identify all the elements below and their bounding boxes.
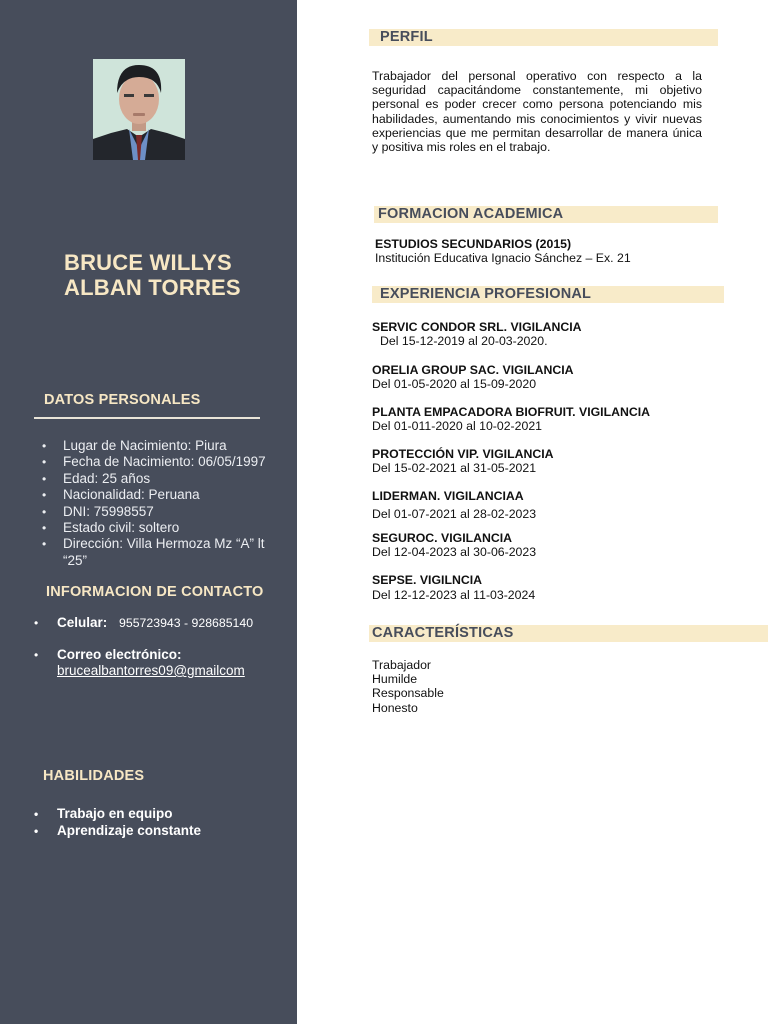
traits-list bbox=[372, 658, 444, 715]
education-title: ESTUDIOS SECUNDARIOS (2015) bbox=[375, 237, 572, 251]
trait-item: Trabajador bbox=[372, 658, 432, 672]
list-item: • Aprendizaje constante bbox=[34, 822, 202, 838]
personal-data-list bbox=[42, 438, 289, 569]
job-title: SEGUROC. VIGILANCIA bbox=[372, 531, 513, 545]
trait-item: Humilde bbox=[372, 672, 418, 687]
list-item: • Dirección: Villa Hermoza Mz “A” lt bbox=[42, 536, 265, 552]
profile-heading: PERFIL bbox=[380, 29, 433, 45]
profile-text: Trabajador del personal operativo con respecto a la seguridad capacitándome constantemente, mi objetivo personal es poder crecer como persona potenciando mis habilidades, aumentando mis conocimientos y vivir nuevas experiencias que me permitan desarrollar de manera única y positiva mis roles en el trabajo. bbox=[372, 69, 702, 155]
email-label: Correo electrónico: bbox=[57, 647, 182, 662]
trait-item: Responsable bbox=[372, 686, 444, 701]
phone-value: 955723943 - 928685140 bbox=[119, 616, 254, 630]
heading-divider bbox=[34, 417, 260, 419]
job-dates: Del 12-12-2023 al 11-03-2024 bbox=[372, 588, 536, 602]
job-title: PLANTA EMPACADORA BIOFRUIT. VIGILANCIA bbox=[372, 405, 651, 419]
education-heading-band bbox=[374, 206, 718, 223]
phone-item: • Celular: 955723943 - 928685140 bbox=[34, 615, 254, 630]
traits-heading: CARACTERÍSTICAS bbox=[372, 625, 514, 641]
job-title: SEPSE. VIGILNCIA bbox=[372, 573, 483, 587]
skills-list bbox=[34, 806, 287, 839]
education-heading: FORMACION ACADEMICA bbox=[378, 206, 564, 222]
list-item: • Edad: 25 años bbox=[42, 470, 151, 486]
list-item: • Trabajo en equipo bbox=[34, 806, 173, 821]
name-line-1: BRUCE WILLYS bbox=[64, 250, 232, 275]
email-link[interactable]: brucealbantorres09@gmailcom bbox=[57, 663, 245, 678]
trait-item: Honesto bbox=[372, 700, 418, 715]
traits-heading-band bbox=[369, 625, 768, 642]
job-title: PROTECCIÓN VIP. VIGILANCIA bbox=[372, 447, 554, 461]
list-item: • Fecha de Nacimiento: 06/05/1997 bbox=[42, 454, 266, 470]
list-item: • Estado civil: soltero bbox=[42, 520, 180, 536]
job-dates: Del 01-011-2020 al 10-02-2021 bbox=[372, 419, 543, 433]
list-item: • Nacionalidad: Peruana bbox=[42, 487, 200, 503]
phone-label: Celular: bbox=[57, 615, 108, 630]
job-dates: Del 15-02-2021 al 31-05-2021 bbox=[372, 461, 537, 475]
job-dates: Del 15-12-2019 al 20-03-2020. bbox=[380, 334, 548, 348]
education-institution: Institución Educativa Ignacio Sánchez – Ex. 21 bbox=[375, 251, 631, 265]
name-line-2: ALBAN TORRES bbox=[64, 275, 241, 300]
candidate-name bbox=[64, 250, 294, 300]
job-title: SERVIC CONDOR SRL. VIGILANCIA bbox=[372, 320, 582, 334]
contact-list bbox=[34, 615, 287, 679]
person-photo-icon bbox=[93, 59, 185, 160]
experience-heading: EXPERIENCIA PROFESIONAL bbox=[380, 286, 592, 302]
profile-photo bbox=[93, 59, 185, 160]
profile-heading-band bbox=[369, 29, 718, 46]
job-dates: Del 01-05-2020 al 15-09-2020 bbox=[372, 377, 537, 391]
email-item: • Correo electrónico: brucealbantorres09@gmailcom bbox=[34, 647, 245, 678]
job-title: ORELIA GROUP SAC. VIGILANCIA bbox=[372, 363, 574, 377]
experience-heading-band bbox=[372, 286, 724, 303]
skills-heading: HABILIDADES bbox=[43, 768, 145, 784]
job-title: LIDERMAN. VIGILANCIAA bbox=[372, 489, 524, 503]
personal-data-heading: DATOS PERSONALES bbox=[44, 392, 201, 408]
list-item: • Lugar de Nacimiento: Piura bbox=[42, 438, 227, 453]
job-dates: Del 01-07-2021 al 28-02-2023 bbox=[372, 507, 537, 521]
contact-heading: INFORMACION DE CONTACTO bbox=[46, 584, 264, 600]
job-dates: Del 12-04-2023 al 30-06-2023 bbox=[372, 545, 537, 559]
sidebar bbox=[0, 0, 297, 1024]
list-item-continuation: “25” bbox=[63, 552, 88, 568]
list-item: • DNI: 75998557 bbox=[42, 503, 154, 519]
